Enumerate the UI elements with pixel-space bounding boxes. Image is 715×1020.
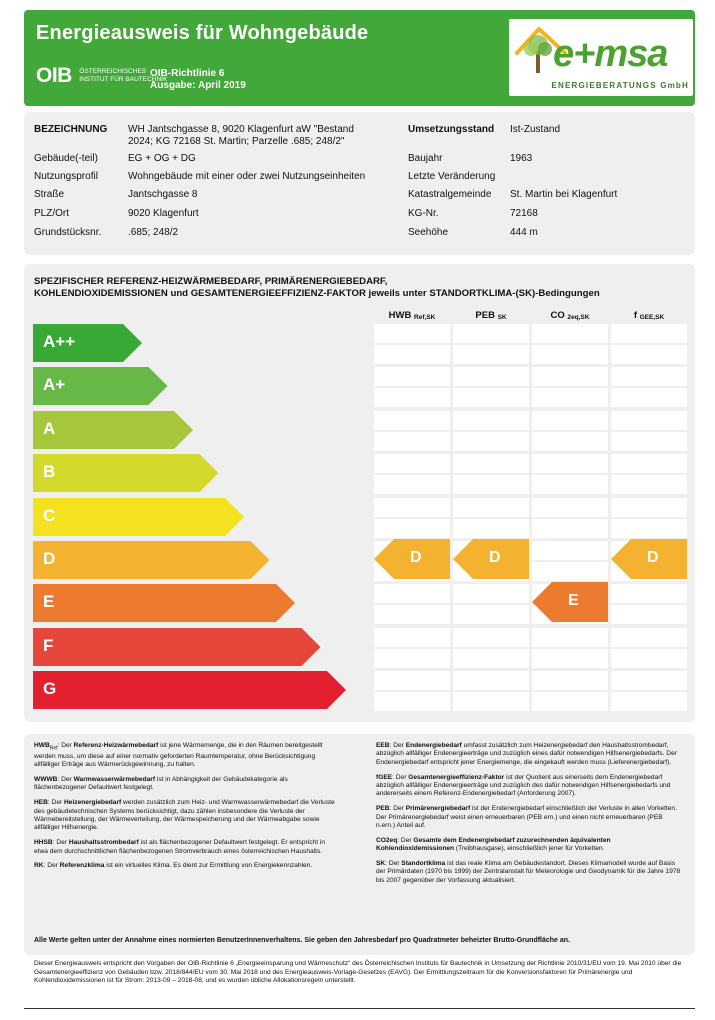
column-header-sub: 2eq,SK (567, 314, 590, 321)
info-label: Grundstücksnr. (34, 227, 102, 238)
grid-cell (611, 498, 687, 517)
definition-bold: Primärenergiebedarf (405, 805, 471, 813)
definition-item: CO2eq: Der Gesamte dem Endenergiebedarf zuzurechnenden äquivalenten Kohlendioxidemissionen (Treibhausgase), einschließlich jener für Vorketten. (376, 836, 611, 853)
info-value: 1963 (510, 153, 533, 164)
grid-cell (532, 367, 608, 386)
definition-bold: Gesamte dem Endenergiebedarf zuzurechnenden äquivalenten Kohlendioxidemissionen (376, 836, 611, 853)
grid-cell (453, 498, 529, 517)
grid-cell (453, 367, 529, 386)
definition-term: SK (376, 860, 386, 868)
grid-cell (453, 628, 529, 647)
grid-cell (611, 692, 687, 711)
info-label: Straße (34, 189, 65, 200)
grid-cell (532, 388, 608, 407)
definition-item: EEB: Der Endenergiebedarf umfasst zusätzlich zum Heizenergiebedarf den Haushaltsstrombedarf, abzüglich allfälliger Endenergieerträge und zuzüglich eines dafür notwendigen Hilfsenergiebedarfs. Der Endenergiebedarf entspricht jener Energiemenge, die eingekauft werden muss (Lieferenergiebedarf). (376, 742, 677, 766)
grid-cell (374, 367, 450, 386)
grid-cell (453, 692, 529, 711)
oib-richtlinie (150, 68, 246, 92)
grid-cell (374, 475, 450, 494)
grid-cell (374, 649, 450, 668)
grid-cell (374, 671, 450, 690)
grid-cell (532, 692, 608, 711)
grid-cell (611, 454, 687, 473)
definition-term-sub: Ref (49, 745, 58, 752)
column-header-main: f (633, 310, 637, 321)
bezeichnung-label: BEZEICHNUNG (34, 124, 108, 135)
definition-text: (Treibhausgase), einschließlich jener für Vorketten. (454, 845, 605, 853)
definitions-left (34, 742, 339, 877)
rating-band-b (33, 454, 220, 492)
rating-band-label: E (43, 592, 55, 612)
grid-cell (374, 584, 450, 603)
grid-cell (453, 411, 529, 430)
grid-cell (453, 671, 529, 690)
info-value: 444 m (510, 227, 538, 238)
definition-item: $HWB_{Ref}$: Der Referenz-Heizwärmebedarf ist jene Wärmemenge, die in den Räumen bereitgestellt werden muss, um diese auf einer normativ geforderten Raumtemperatur, ohne Berücksichtigung allfälliger Erträge aus Wärmerückgewinnung, zu halten. (34, 742, 323, 769)
definition-bold: Endenergiebedarf (405, 742, 462, 749)
rating-marker (374, 539, 450, 579)
rating-band-label: C (43, 505, 56, 525)
grid-cell (611, 605, 687, 624)
grid-cell (611, 584, 687, 603)
grid-cell (611, 367, 687, 386)
chart-title (34, 276, 684, 300)
definitions-right (376, 742, 681, 892)
definition-term: WWWB (34, 775, 58, 783)
energy-rating-chart (24, 264, 695, 722)
info-label: Gebäude(-teil) (34, 153, 98, 164)
definition-term: HWB (34, 742, 50, 749)
grid-cell (532, 432, 608, 451)
rating-band-label: B (43, 462, 56, 482)
rating-band-label: G (43, 679, 57, 699)
definition-term: PEB (376, 805, 390, 813)
oib-institute-line2: INSTITUT FÜR BAUTECHNIK (79, 76, 168, 83)
grid-cell (532, 324, 608, 343)
definition-term: HEB (34, 799, 48, 807)
grid-cell (374, 519, 450, 538)
info-value: St. Martin bei Klagenfurt (510, 189, 618, 200)
definition-term: EEB (376, 742, 390, 749)
definition-term: fGEE (376, 773, 393, 781)
grid-cell (611, 649, 687, 668)
building-info-panel (24, 112, 695, 255)
column-header-sub: GEE,SK (639, 314, 665, 321)
oib-mark: OIB (36, 64, 72, 87)
definition-term: HHSB (34, 839, 53, 847)
legal-footer: Dieser Energieausweis entspricht den Vorgaben der OIB-Richtlinie 6 „Energieeinsparung und Wärmeschutz“ des Österreichischen Instituts für Bautechnik in Umsetzung der Richtlinie 2010/31/EU vom 19. Mai 2010 über die Gesamtenergieeffizienz von Gebäuden bzw. 2018/844/EU vom 30. Mai 2018 und des Energieausweis-Vorlage-Gesetzes (EAVG). Der Ermittlungszeitraum für die Konversionsfaktoren für Primärenergie und Kohlendioxidemissionen ist für Strom: 2013-09 – 2018-08, und es wurden übliche Allokationsregeln unterstellt. (34, 960, 682, 985)
grid-cell (374, 454, 450, 473)
rating-band-c (33, 498, 245, 536)
emsa-logo (509, 19, 693, 96)
rating-marker (453, 539, 529, 579)
rating-band-aplus (33, 367, 169, 405)
definition-bold: Standortklima (401, 860, 446, 868)
grid-cell (611, 345, 687, 364)
oib-institute-line1: ÖSTERREICHISCHES (79, 68, 147, 75)
definition-bold: Warmwasserwärmebedarf (73, 775, 156, 783)
grid-cell (611, 671, 687, 690)
grid-cell (374, 411, 450, 430)
info-label: Nutzungsprofil (34, 171, 98, 182)
definition-bold: Referenz-Heizwärmebedarf (73, 742, 159, 749)
grid-cell (453, 605, 529, 624)
grid-cell (611, 411, 687, 430)
ausgabe-label: Ausgabe: April 2019 (150, 80, 246, 91)
definition-item: SK: Der Standortklima ist das reale Klima am Gebäudestandort. Dieses Klimamodell wurde auf Basis der Primärdaten (1970 bis 1999) der Zentralanstalt für Meteorologie und Geodynamik für die Jahre 1978 bis 2007 gegenüber der Vorfassung aktualisiert. (376, 860, 681, 884)
info-value: 9020 Klagenfurt (128, 208, 199, 219)
definitions-footnote: Alle Werte gelten unter der Annahme eines normierten BenutzerInnenverhaltens. Sie geben den Jahresbedarf pro Quadratmeter beheizter Brutto-Grundfläche an. (34, 937, 571, 944)
brand-wordmark: e+msa (553, 33, 668, 75)
grid-cell (453, 475, 529, 494)
info-label: Katastralgemeinde (408, 189, 492, 200)
column-header-main: PEB (475, 310, 495, 321)
chart-title-line1: SPEZIFISCHER REFERENZ-HEIZWÄRMEBEDARF, PRIMÄRENERGIEBEDARF, (34, 276, 388, 287)
grid-cell (532, 475, 608, 494)
grid-cell (453, 584, 529, 603)
definition-item: PEB: Der Primärenergiebedarf ist der Endenergiebedarf einschließlich der Verluste in allen Vorketten. Der Primärenergiebedarf weist einen erneuerbaren (PEB ern.) und einen nicht erneuerbaren (PEB n.ern.) Anteil auf. (376, 805, 677, 830)
grid-cell (453, 345, 529, 364)
info-value: EG + OG + DG (128, 153, 196, 164)
rating-band-g (33, 671, 347, 709)
definition-item: HEB: Der Heizenergiebedarf werden zusätzlich zum Heiz- und Warmwasserwärmebedarf die Verluste des gebäudetechnischen Systems berücksichtigt, dazu zählen insbesondere die Verluste der Wärmebereitstellung, der Wärmeverteilung, der Wärmespeicherung und der Wärmeabgabe sowie allfälliger Hilfsenergie. (34, 799, 335, 832)
definition-text: ist ein virtuelles Klima. Es dient zur Ermittlung von Energiekennzahlen. (104, 862, 313, 870)
rating-band-d (33, 541, 271, 579)
grid-cell (611, 432, 687, 451)
rating-band-label: A+ (43, 375, 66, 395)
rating-marker-label: D (410, 549, 422, 566)
grid-cell (374, 498, 450, 517)
bezeichnung-value: WH Jantschgasse 8, 9020 Klagenfurt aW "Bestand 2024; KG 72168 St. Martin; Parzelle .685; 248/2" (128, 124, 354, 147)
column-header-hwb (374, 310, 450, 321)
definition-text: ist jene Wärmemenge, die in den Räumen bereitgestellt werden muss, um diese auf einer normativ geforderten Raumtemperatur, ohne Berücksichtigung allfälliger Erträge aus Wärmerückgewinnung, zu halten. (34, 742, 323, 769)
brand-subtitle: ENERGIEBERATUNGS GmbH (551, 81, 689, 90)
grid-cell (532, 628, 608, 647)
rating-marker (611, 539, 687, 579)
grid-cell (532, 498, 608, 517)
definition-text: umfasst zusätzlich zum Heizenergiebedarf den Haushaltsstrombedarf, abzüglich allfälliger Endenergieerträge und zuzüglich eines dafür notwendigen Hilfsenergiebedarfs. Der Endenergiebedarf entspricht jener Energiemenge, die eingekauft werden muss (Lieferenergiebedarf). (376, 742, 677, 766)
grid-cell (374, 692, 450, 711)
definition-bold: Heizenergiebedarf (64, 799, 122, 807)
definition-text: ist in Abhängigkeit der Gebäudekategorie als flächenbezogener Defaultwert festgelegt. (34, 775, 288, 792)
umsetzung-label: Umsetzungsstand (408, 124, 495, 135)
info-label: Seehöhe (408, 227, 449, 238)
grid-cell (374, 388, 450, 407)
rating-marker-label: D (647, 549, 659, 566)
grid-cell (453, 519, 529, 538)
grid-cell (374, 345, 450, 364)
rating-band-aplusplus (33, 324, 143, 362)
info-label: Baujahr (408, 153, 443, 164)
definition-text: ist der Endenergiebedarf einschließlich der Verluste in allen Vorketten. Der Primärenergiebedarf weist einen erneuerbaren (PEB ern.) und einen nicht erneuerbaren (PEB n.ern.) Anteil auf. (376, 805, 677, 830)
rating-band-a (33, 411, 194, 449)
rating-marker-label: E (568, 592, 579, 610)
grid-cell (532, 671, 608, 690)
grid-cell (453, 454, 529, 473)
grid-cell (532, 411, 608, 430)
grid-cell (453, 649, 529, 668)
grid-cell (453, 324, 529, 343)
chart-title-line2: KOHLENDIOXIDEMISSIONEN und GESAMTENERGIEEFFIZIENZ-FAKTOR jeweils unter STANDORTKLIMA-(SK)-Bedingungen (34, 288, 600, 299)
definition-bold: Gesamtenergieeffizienz-Faktor (408, 773, 505, 781)
rating-band-label: A (43, 418, 56, 438)
definition-term: RK (34, 862, 44, 870)
grid-cell (374, 432, 450, 451)
info-value: .685; 248/2 (128, 227, 179, 238)
column-header-main: CO (550, 310, 565, 321)
column-header-sub: SK (497, 314, 507, 321)
richtlinie-label: OIB-Richtlinie 6 (150, 68, 225, 79)
grid-cell (453, 388, 529, 407)
page-title: Energieausweis für Wohngebäude (36, 22, 369, 44)
grid-cell (611, 519, 687, 538)
info-label: Letzte Veränderung (408, 171, 496, 182)
definition-item: fGEE: Der Gesamtenergieeffizienz-Faktor ist der Quotient aus einerseits dem Endenergiebedarf abzüglich allfälliger Endenergieerträge und zuzüglich des dafür notwendigen Hilfsenergiebedarfs und andererseits einem Referenz-Endenergiebedarf (Anforderung 2007). (376, 773, 671, 798)
info-value: 72168 (510, 208, 538, 219)
definition-text: ist der Quotient aus einerseits dem Endenergiebedarf abzüglich allfälliger Endenergieerträge und zuzüglich des dafür notwendigen Hilfsenergiebedarfs und andererseits einem Referenz-Endenergiebedarf (Anforderung 2007). (376, 773, 671, 798)
definition-text: ist als flächenbezogener Defaultwert festgelegt. Er entspricht in etwa dem durchschnittlichen flächenbezogenen Stromverbrauch eines österreichischen Haushalts. (34, 839, 326, 855)
bottom-rule (24, 1008, 695, 1009)
grid-cell (453, 432, 529, 451)
grid-cell (611, 388, 687, 407)
column-header-peb (453, 310, 529, 321)
header-banner (24, 10, 695, 106)
grid-cell (611, 324, 687, 343)
rating-marker (532, 582, 608, 622)
definition-item: WWWB: Der Warmwasserwärmebedarf ist in Abhängigkeit der Gebäudekategorie als flächenbezogener Defaultwert festgelegt. (34, 775, 288, 792)
info-label: KG-Nr. (408, 208, 439, 219)
definition-text: ist das reale Klima am Gebäudestandort. Dieses Klimamodell wurde auf Basis der Primärdaten (1970 bis 1999) der Zentralanstalt für Meteorologie und Geodynamik für die Jahre 1978 bis 2007 gegenüber der Vorfassung aktualisiert. (376, 860, 681, 884)
definition-term: CO2eq (376, 836, 398, 844)
column-header-main: HWB (388, 310, 412, 321)
definition-item: RK: Der Referenzklima ist ein virtuelles Klima. Es dient zur Ermittlung von Energiekennzahlen. (34, 862, 313, 870)
definition-bold: Haushaltsstrombedarf (68, 839, 139, 847)
grid-cell (611, 475, 687, 494)
grid-cell (532, 541, 608, 560)
grid-cell (374, 628, 450, 647)
definition-bold: Referenzklima (59, 862, 105, 870)
rating-marker-label: D (489, 549, 501, 566)
grid-cell (611, 628, 687, 647)
info-label: PLZ/Ort (34, 208, 70, 219)
grid-cell (532, 649, 608, 668)
grid-cell (532, 562, 608, 581)
column-header-sub: Ref,SK (414, 314, 436, 321)
definitions-panel (24, 734, 695, 955)
rating-band-label: F (43, 635, 54, 655)
rating-band-f (33, 628, 322, 666)
grid-cell (374, 605, 450, 624)
column-header-fgee (611, 310, 687, 321)
rating-band-label: D (43, 549, 56, 568)
umsetzung-value: Ist-Zustand (510, 124, 561, 135)
grid-cell (532, 345, 608, 364)
rating-band-label: A++ (43, 332, 76, 351)
definition-item: HHSB: Der Haushaltsstrombedarf ist als flächenbezogener Defaultwert festgelegt. Er entspricht in etwa dem durchschnittlichen flächenbezogenen Stromverbrauch eines österreichischen Haushalts. (34, 839, 326, 855)
oib-logo (36, 64, 167, 88)
info-value: Wohngebäude mit einer oder zwei Nutzungseinheiten (128, 171, 366, 182)
definition-text: werden zusätzlich zum Heiz- und Warmwasserwärmebedarf die Verluste des gebäudetechnischen Systems berücksichtigt, dazu zählen insbesondere die Verluste der Wärmebereitstellung, der Wärmeverteilung, der Wärmespeicherung und der Wärmeabgabe sowie allfälliger Hilfsenergie. (34, 799, 335, 832)
rating-band-e (33, 584, 296, 622)
info-value: Jantschgasse 8 (128, 189, 198, 200)
grid-cell (374, 324, 450, 343)
grid-cell (532, 454, 608, 473)
column-header-co2 (532, 310, 608, 321)
grid-cell (532, 519, 608, 538)
